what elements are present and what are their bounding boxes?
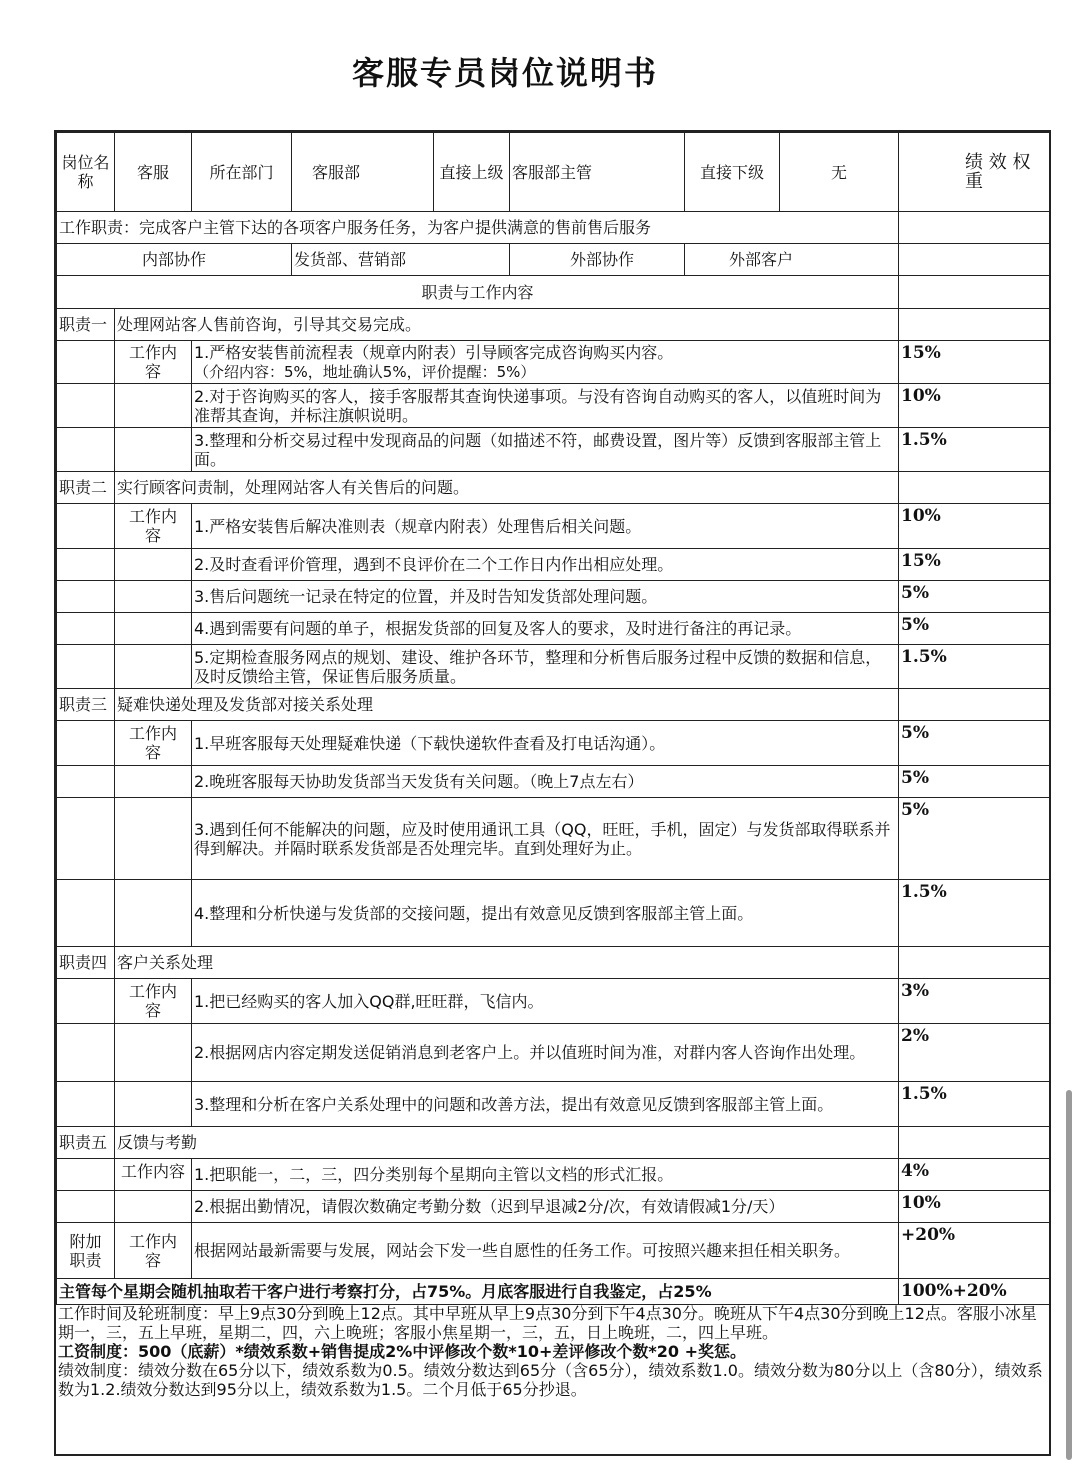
- internal-cooperation-value: 发货部、营销部: [292, 244, 510, 276]
- job-duty-text: 工作职责：完成客户主管下达的各项客户服务任务，为客户提供满意的售前售后服务: [57, 212, 899, 244]
- duty-title-row: [57, 947, 1050, 979]
- duty-title-row: [57, 472, 1050, 504]
- work-content-label: 工作内容: [115, 721, 192, 766]
- weight-column-label: 绩 效 权 重: [899, 133, 1050, 212]
- duty-item-row: [57, 549, 1050, 581]
- duty-item-row: [57, 428, 1050, 472]
- duty-item-weight: 5%: [899, 721, 1050, 766]
- subordinate-label: 直接下级: [685, 133, 780, 212]
- duty-title: 客户关系处理: [115, 947, 899, 979]
- duty-label: 职责一: [57, 309, 115, 341]
- duty-item-text: 2.根据出勤情况，请假次数确定考勤分数（迟到早退减2分/次，有效请假减1分/天）: [192, 1191, 899, 1223]
- department-value: 客服部: [292, 133, 434, 212]
- salary-text: 工资制度：500（底薪）*绩效系数+销售提成2%中评修改个数*10+差评修改个数*20 +奖惩。: [58, 1342, 746, 1361]
- document-title: 客服专员岗位说明书: [351, 54, 658, 92]
- duty-item-weight: 15%: [899, 549, 1050, 581]
- schedule-text: 工作时间及轮班制度：早上9点30分到晚上12点。其中早班从早上9点30分到下午4点30分。晚班从下午4点30分到晚上12点。客服小冰星期一，三，五上早班，星期二，四，六上晚班；客服小焦星期一，三，五，日上晚班，二，四上早班。: [58, 1304, 1037, 1342]
- duty-item-row: [57, 581, 1050, 613]
- job-duty-row: [57, 212, 1050, 244]
- duty-item-text: 4.整理和分析快递与发货部的交接问题，提出有效意见反馈到客服部主管上面。: [192, 880, 899, 947]
- duty-label: 职责三: [57, 689, 115, 721]
- superior-label: 直接上级: [434, 133, 510, 212]
- duty-item-weight: 3%: [899, 979, 1050, 1024]
- duty-item-row: [57, 721, 1050, 766]
- duty-item-weight: 1.5%: [899, 880, 1050, 947]
- subordinate-value: 无: [780, 133, 899, 212]
- job-description-sheet: [54, 130, 1051, 1456]
- duty-item-text: 3.整理和分析交易过程中发现商品的问题（如描述不符，邮费设置，图片等）反馈到客服部主管上面。: [192, 428, 899, 472]
- duty-item-text: 3.整理和分析在客户关系处理中的问题和改善方法，提出有效意见反馈到客服部主管上面。: [192, 1082, 899, 1127]
- duty-title: 处理网站客人售前咨询，引导其交易完成。: [115, 309, 899, 341]
- duty-item-text: 1.严格安装售后解决准则表（规章内附表）处理售后相关问题。: [192, 504, 899, 549]
- extra-duty-text: 根据网站最新需要与发展，网站会下发一些自愿性的任务工作。可按照兴趣来担任相关职务。: [192, 1223, 899, 1279]
- extra-duty-row: [57, 1223, 1050, 1279]
- duty-label: 职责二: [57, 472, 115, 504]
- duty-item-weight: 5%: [899, 581, 1050, 613]
- duty-item-row: [57, 1191, 1050, 1223]
- duty-item-weight: 2%: [899, 1024, 1050, 1082]
- duty-item-text: 2.晚班客服每天协助发货部当天发货有关问题。（晚上7点左右）: [192, 766, 899, 798]
- duty-item-text: 2.及时查看评价管理，遇到不良评价在二个工作日内作出相应处理。: [192, 549, 899, 581]
- position-name-label: 岗位名称: [57, 133, 115, 212]
- duty-item-row: [57, 1024, 1050, 1082]
- duty-item-text: 3.售后问题统一记录在特定的位置，并及时告知发货部处理问题。: [192, 581, 899, 613]
- header-row: [57, 133, 1050, 212]
- duty-label: 职责五: [57, 1127, 115, 1159]
- duty-item-weight: 10%: [899, 1191, 1050, 1223]
- duty-item-weight: 1.5%: [899, 645, 1050, 689]
- duty-item-text: 1.严格安装售前流程表（规章内附表）引导顾客完成咨询购买内容。 （介绍内容：5%，地址确认5%，评价提醒：5%）: [192, 341, 899, 384]
- superior-value: 客服部主管: [510, 133, 685, 212]
- external-customer-label: 外部客户: [685, 244, 899, 276]
- work-content-label: 工作内容: [115, 341, 192, 384]
- duty-item-text: 3.遇到任何不能解决的问题，应及时使用通讯工具（QQ，旺旺，手机，固定）与发货部取得联系并得到解决。并隔时联系发货部是否处理完毕。直到处理好为止。: [192, 798, 899, 880]
- duty-item-text: 1.把已经购买的客人加入QQ群,旺旺群，飞信内。: [192, 979, 899, 1024]
- work-content-label: 工作内容: [115, 979, 192, 1024]
- extra-duty-label: 附加职责: [57, 1223, 115, 1279]
- duty-item-text: 1.早班客服每天处理疑难快递（下载快递软件查看及打电话沟通）。: [192, 721, 899, 766]
- duty-title: 疑难快递处理及发货部对接关系处理: [115, 689, 899, 721]
- duty-item-row: [57, 1159, 1050, 1191]
- duty-title-row: [57, 689, 1050, 721]
- duty-item-weight: 10%: [899, 504, 1050, 549]
- duty-item-row: [57, 766, 1050, 798]
- section-title-row: [57, 276, 1050, 309]
- duty-item-row: [57, 645, 1050, 689]
- department-label: 所在部门: [192, 133, 292, 212]
- work-content-label: 工作内容: [115, 504, 192, 549]
- duty-label: 职责四: [57, 947, 115, 979]
- duty-item-weight: 5%: [899, 766, 1050, 798]
- duty-item-subtext: （介绍内容：5%，地址确认5%，评价提醒：5%）: [194, 362, 536, 381]
- work-content-label: 工作内容: [115, 1223, 192, 1279]
- duty-item-text: 2.根据网店内容定期发送促销消息到老客户上。并以值班时间为准，对群内客人咨询作出处理。: [192, 1024, 899, 1082]
- duty-item-text: 1.把职能一，二，三，四分类别每个星期向主管以文档的形式汇报。: [192, 1159, 899, 1191]
- cooperation-row: [57, 244, 1050, 276]
- duty-item-row: [57, 880, 1050, 947]
- duty-title: 反馈与考勤: [115, 1127, 899, 1159]
- duty-item-weight: 1.5%: [899, 1082, 1050, 1127]
- duty-item-weight: 10%: [899, 384, 1050, 428]
- duty-item-weight: 4%: [899, 1159, 1050, 1191]
- duty-item-row: [57, 504, 1050, 549]
- evaluation-weight: 100%+20%: [899, 1279, 1050, 1305]
- duty-title-row: [57, 309, 1050, 341]
- evaluation-text: 主管每个星期会随机抽取若干客户进行考察打分，占75%。月底客服进行自我鉴定，占25%: [57, 1279, 899, 1305]
- performance-text: 绩效制度：绩效分数在65分以下，绩效系数为0.5。绩效分数达到65分（含65分），绩效系数1.0。绩效分数为80分以上（含80分），绩效系数为1.2.绩效分数达到95分以上，绩效系数为1.5。二个月低于65分抄退。: [58, 1361, 1043, 1399]
- duty-item-row: [57, 979, 1050, 1024]
- section-title: 职责与工作内容: [57, 276, 899, 309]
- duty-item-row: [57, 341, 1050, 384]
- footer-notes: [56, 1300, 1049, 1403]
- duty-item-row: [57, 1082, 1050, 1127]
- extra-duty-weight: +20%: [899, 1223, 1050, 1279]
- external-cooperation-label: 外部协作: [510, 244, 685, 276]
- job-description-table: [56, 132, 1050, 1305]
- duty-item-row: [57, 384, 1050, 428]
- duty-title-row: [57, 1127, 1050, 1159]
- internal-cooperation-label: 内部协作: [57, 244, 292, 276]
- position-name-value: 客服: [115, 133, 192, 212]
- duty-item-text: 2.对于咨询购买的客人，接手客服帮其查询快递事项。与没有咨询自动购买的客人，以值班时间为准帮其查询，并标注旗帜说明。: [192, 384, 899, 428]
- work-content-label: 工作内容: [115, 1159, 192, 1191]
- duty-item-weight: 5%: [899, 613, 1050, 645]
- page-scrollbar[interactable]: [1066, 1090, 1072, 1460]
- duty-item-row: [57, 613, 1050, 645]
- duty-item-weight: 15%: [899, 341, 1050, 384]
- duty-title: 实行顾客问责制，处理网站客人有关售后的问题。: [115, 472, 899, 504]
- duty-item-weight: 5%: [899, 798, 1050, 880]
- duty-item-row: [57, 798, 1050, 880]
- duty-item-text: 5.定期检查服务网点的规划、建设、维护各环节，整理和分析售后服务过程中反馈的数据和信息，及时反馈给主管，保证售后服务质量。: [192, 645, 899, 689]
- duty-item-text: 4.遇到需要有问题的单子，根据发货部的回复及客人的要求，及时进行备注的再记录。: [192, 613, 899, 645]
- duty-item-weight: 1.5%: [899, 428, 1050, 472]
